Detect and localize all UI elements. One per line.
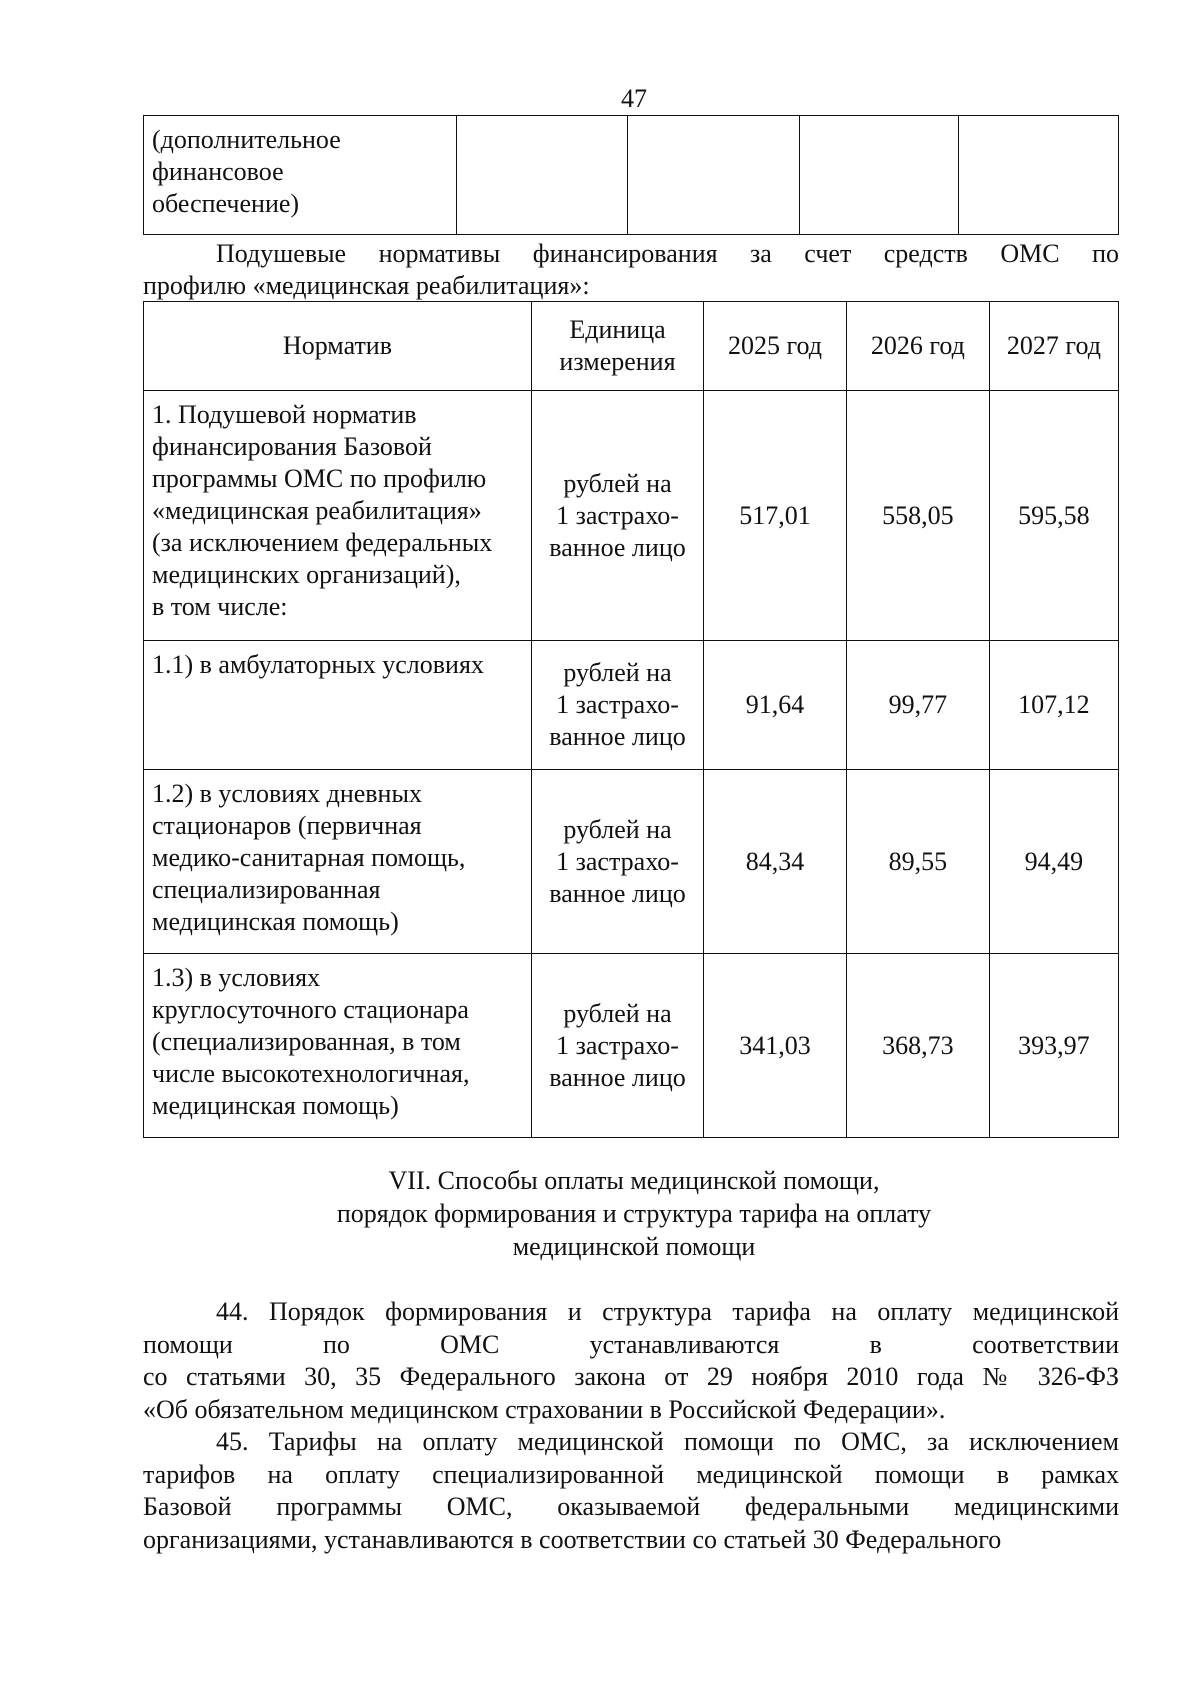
financing-norms-table (143, 301, 1119, 1138)
text-line: 1.2) в условиях дневных (152, 779, 422, 808)
text-line: Единица (569, 315, 666, 344)
table-cell-label (144, 116, 457, 235)
text-line: со статьями 30, 35 Федерального закона от 29 ноября 2010 года № 326-ФЗ (143, 1362, 1119, 1391)
paragraph-45 (143, 1426, 1119, 1556)
text-line: «Об обязательном медицинском страховании в Российской Федерации». (143, 1394, 946, 1424)
text-line: (дополнительное (152, 125, 341, 154)
value-2025: 84,34 (704, 770, 847, 954)
paragraph-44 (143, 1296, 1119, 1426)
column-header-unit (531, 302, 703, 391)
text-line: программы ОМС по профилю (152, 464, 487, 493)
text-line: профилю «медицинская реабилитация»: (143, 271, 590, 300)
table-row (144, 116, 1119, 235)
text-line: обеспечение) (152, 189, 300, 218)
text-line: организациями, устанавливаются в соответствии со статьей 30 Федерального (143, 1524, 1002, 1554)
text-line: медицинская помощь) (152, 1091, 399, 1120)
intro-paragraph (143, 238, 1119, 302)
value-2026: 99,77 (846, 641, 989, 770)
text-line: измерения (559, 347, 676, 376)
text-line: круглосуточного стационара (152, 995, 469, 1024)
value-2026: 89,55 (846, 770, 989, 954)
text-line: тарифов на оплату специализированной медицинской помощи в рамках (143, 1459, 1119, 1489)
text-line: медико-санитарная помощь, (152, 843, 466, 872)
text-line: 1 застрахо- (556, 846, 679, 876)
continued-table-fragment (143, 115, 1119, 235)
text-line: Подушевые нормативы финансирования за счет средств ОМС по (216, 239, 1119, 268)
text-line: медицинских организаций), (152, 560, 461, 589)
text-line: финансирования Базовой (152, 432, 432, 461)
text-line: рублей на (563, 658, 672, 687)
text-line: 1 застрахо- (556, 1030, 679, 1060)
table-cell-empty (800, 116, 959, 235)
text-line: медицинская помощь) (152, 907, 399, 936)
column-header-2025: 2025 год (704, 302, 847, 391)
norm-name-cell (144, 770, 532, 954)
text-line: 1 застрахо- (556, 500, 679, 530)
table-cell-empty (457, 116, 628, 235)
norm-name-cell (144, 954, 532, 1138)
text-line: 1.1) в амбулаторных условиях (152, 650, 484, 679)
text-line: 1. Подушевой норматив (152, 400, 417, 429)
unit-cell (531, 641, 703, 770)
table-row (144, 770, 1119, 954)
unit-cell (531, 954, 703, 1138)
text-line: 45. Тарифы на оплату медицинской помощи по ОМС, за исключением (216, 1427, 1119, 1456)
text-line: специализированная (152, 875, 381, 904)
column-header-norm: Норматив (144, 302, 532, 391)
value-2027: 595,58 (989, 391, 1118, 641)
table-row (144, 391, 1119, 641)
value-2026: 368,73 (846, 954, 989, 1138)
value-2025: 341,03 (704, 954, 847, 1138)
text-line: финансовое (152, 157, 284, 186)
section-heading (0, 1164, 1200, 1263)
text-line: 1.3) в условиях (152, 963, 321, 992)
text-line: (специализированная, в том (152, 1027, 461, 1056)
text-line: помощи по ОМС устанавливаются в соответствии (143, 1329, 1119, 1359)
norm-name-cell (144, 641, 532, 770)
text-line: 1 застрахо- (556, 690, 679, 719)
table-row (144, 641, 1119, 770)
value-2025: 517,01 (704, 391, 847, 641)
unit-cell (531, 391, 703, 641)
column-header-2027: 2027 год (989, 302, 1118, 391)
text-line: рублей на (563, 998, 672, 1028)
text-line: «медицинская реабилитация» (152, 496, 482, 525)
heading-line: порядок формирования и структура тарифа на оплату (336, 1199, 932, 1228)
text-line: рублей на (563, 468, 672, 498)
text-line: ванное лицо (549, 532, 686, 562)
value-2025: 91,64 (704, 641, 847, 770)
value-2026: 558,05 (846, 391, 989, 641)
value-2027: 107,12 (989, 641, 1118, 770)
text-line: (за исключением федеральных (152, 528, 493, 557)
text-line: рублей на (563, 814, 672, 844)
text-line: ванное лицо (549, 722, 686, 751)
value-2027: 393,97 (989, 954, 1118, 1138)
text-line: ванное лицо (549, 878, 686, 908)
column-header-2026: 2026 год (846, 302, 989, 391)
table-row (144, 954, 1119, 1138)
text-line: Базовой программы ОМС, оказываемой федеральными медицинскими (143, 1492, 1119, 1521)
text-line: стационаров (первичная (152, 811, 422, 840)
unit-cell (531, 770, 703, 954)
text-line: ванное лицо (549, 1062, 686, 1092)
text-line: числе высокотехнологичная, (152, 1059, 470, 1088)
text-line: 44. Порядок формирования и структура тарифа на оплату медицинской (216, 1297, 1119, 1326)
heading-line: VII. Способы оплаты медицинской помощи, (388, 1166, 880, 1195)
value-2027: 94,49 (989, 770, 1118, 954)
heading-line: медицинской помощи (512, 1232, 756, 1261)
table-cell-empty (628, 116, 800, 235)
page-number: 47 (621, 84, 647, 113)
norm-name-cell (144, 391, 532, 641)
table-cell-empty (959, 116, 1119, 235)
text-line: в том числе: (152, 592, 288, 621)
table-header-row (144, 302, 1119, 391)
